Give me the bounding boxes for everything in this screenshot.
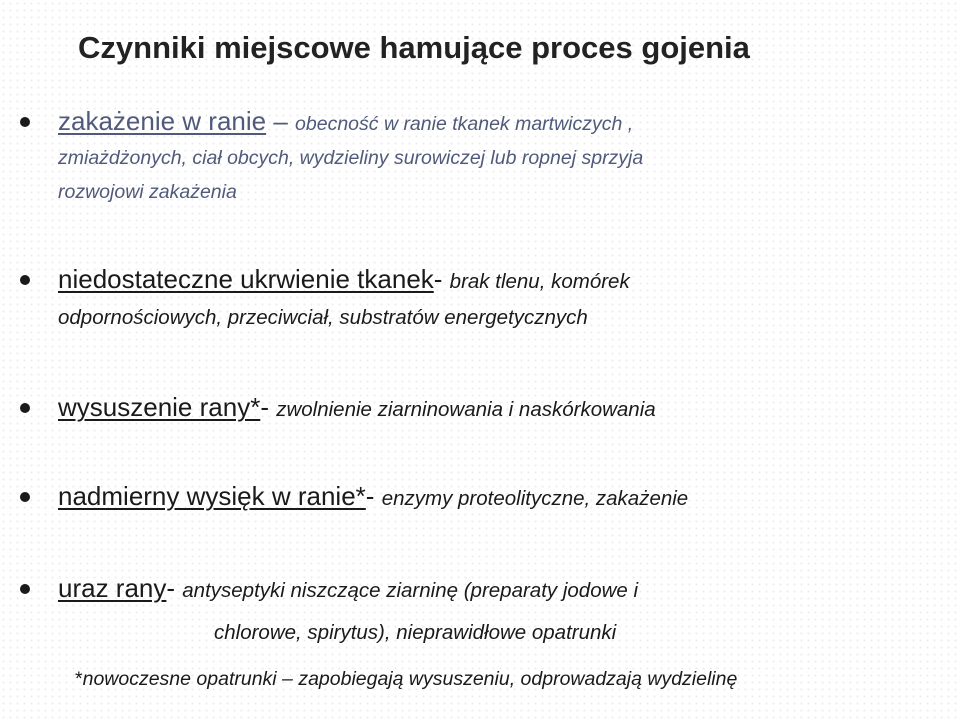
item-separator: - (260, 392, 277, 422)
item-description: chlorowe, spirytus), nieprawidłowe opatrunki (214, 621, 617, 644)
bullet-icon (20, 403, 30, 413)
item-line (58, 106, 633, 137)
item-line (58, 306, 588, 330)
item-description: brak tlenu, komórek (449, 270, 630, 293)
footnote-text: nowoczesne opatrunki – zapobiegają wysuszeniu, odprowadzają wydzielinę (82, 668, 738, 690)
footnote-marker: * (75, 668, 83, 690)
item-line (214, 621, 616, 645)
item-description: zmiażdżonych, ciał obcych, wydzieliny surowiczej lub ropnej sprzyja (58, 147, 644, 169)
item-separator: - (166, 573, 183, 603)
item-line (58, 181, 237, 204)
item-line (58, 481, 688, 512)
bullet-icon (20, 584, 30, 594)
item-line (58, 147, 643, 170)
bullet-icon (20, 492, 30, 502)
item-heading: wysuszenie rany* (58, 392, 261, 422)
item-line (58, 573, 638, 604)
item-heading: nadmierny wysięk w ranie* (58, 481, 366, 511)
item-description: odpornościowych, przeciwciał, substratów energetycznych (58, 306, 588, 329)
item-line (58, 264, 630, 295)
item-description: rozwojowi zakażenia (58, 181, 237, 203)
item-separator: - (433, 264, 450, 294)
footnote (75, 668, 737, 691)
item-heading: zakażenie w ranie (58, 106, 267, 136)
item-line (58, 392, 656, 423)
bullet-icon (20, 117, 30, 127)
item-description: zwolnienie ziarninowania i naskórkowania (276, 398, 656, 421)
item-description: obecność w ranie tkanek martwiczych , (295, 113, 634, 135)
item-separator: – (266, 106, 296, 136)
item-heading: niedostateczne ukrwienie tkanek (58, 264, 434, 294)
item-separator: - (365, 481, 382, 511)
item-description: antyseptyki niszczące ziarninę (preparaty jodowe i (182, 579, 639, 602)
bullet-icon (20, 275, 30, 285)
item-heading: uraz rany (58, 573, 167, 603)
item-description: enzymy proteolityczne, zakażenie (381, 487, 689, 510)
page-title: Czynniki miejscowe hamujące proces gojenia (78, 30, 750, 65)
